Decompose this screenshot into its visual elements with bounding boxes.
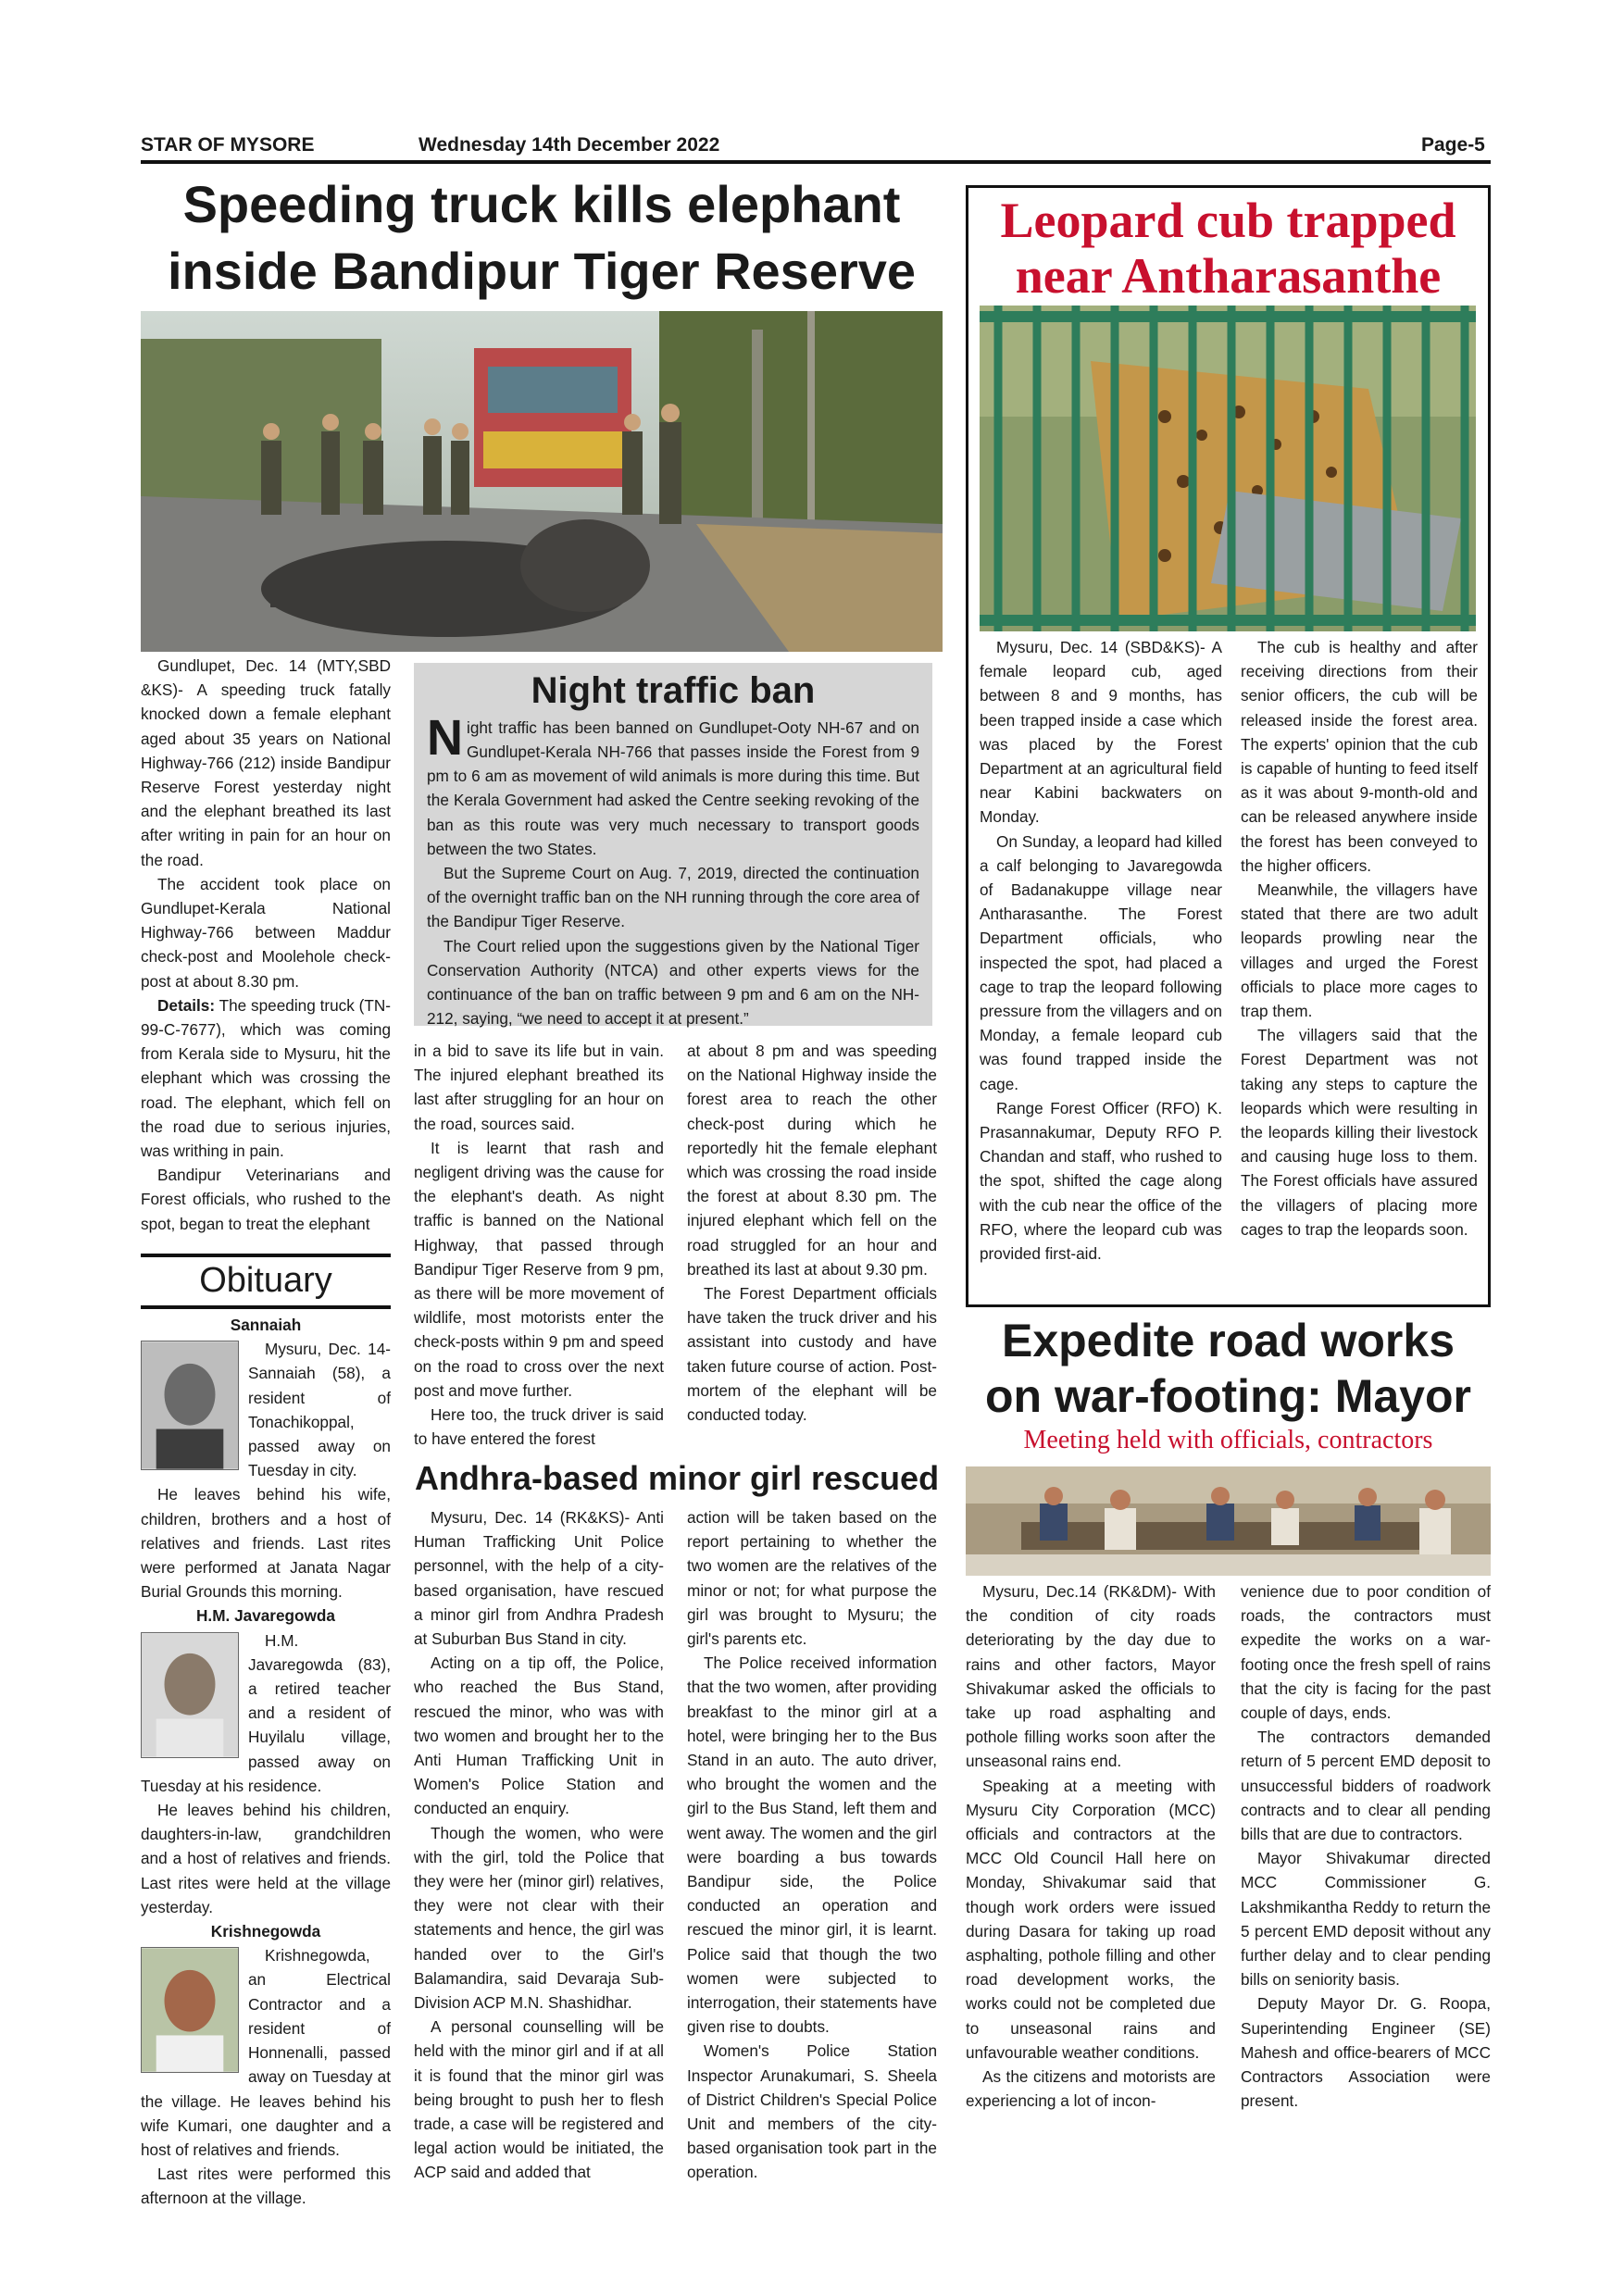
night-traffic-ban-box [414,663,932,1029]
portrait-photo [141,1341,239,1470]
elephant-paragraph: Bandipur Veterinarians and Forest officials, who rushed to the spot, began to treat the elephant [141,1166,391,1233]
leopard-paragraph: The cub is healthy and after receiving directions from their senior officers, the cub will be released inside the forest area. The experts' opinion that the cub is capable of hunting to feed itself as it was about 9-month-old and can be released anywhere inside the forest has been conveyed to the higher officers. [1241,638,1478,875]
obituary-name: Krishnegowda [210,1922,321,1941]
obituary-bottom-rule [141,1305,391,1309]
masthead-rule [141,160,1491,164]
obituary-entry [141,1603,391,1919]
details-text: The speeding truck (TN-99-C-7677), which was coming from Kerala side to Mysuru, hit the elephant which was crossing the road. The elephant, which fell on the road due to serious injuries, was writhing in pain. [141,995,391,1161]
portrait-photo [141,1947,239,2073]
andhra-paragraph: action will be taken based on the report pertaining to whether the two women are the relatives of the minor or not; for what purpose the girl was brought to Mysuru; the girl's parents etc. [687,1508,937,1649]
elephant-column-3 [687,1039,937,1427]
andhra-paragraph: Though the women, who were with the girl, told the Police that they were her (minor girl) relatives, they were not clear with their statements and hence, the girl was handed over to the Girl's Balamandira, said Devaraja Sub-Division ACP M.N. Shashidhar. [414,1823,664,2013]
portrait-photo [141,1632,239,1758]
roadworks-paragraph: As the citizens and motorists are experiencing a lot of incon- [966,2067,1216,2111]
elephant-photo [141,311,943,652]
obituary-list [141,1313,391,2211]
andhra-paragraph: Mysuru, Dec. 14 (RK&KS)- Anti Human Trafficking Unit Police personnel, with the help of a city-based organisation, have rescued a minor girl from Andhra Pradesh at Suburban Bus Stand in city. [414,1508,664,1649]
leopard-paragraph: Mysuru, Dec. 14 (SBD&KS)- A female leopard cub, aged between 8 and 9 months, has been trapped inside a case which was placed by the Forest Department at an agricultural field near Kabini backwaters on Monday. [980,638,1222,827]
leopard-paragraph: On Sunday, a leopard had killed a calf belonging to Javaregowda of Badanakuppe village near Antharasanthe. The Forest Department officials, who inspected the spot, had placed a cage to trap the leopard following pressure from the villagers and on Monday, a female leopard cub was found trapped inside the cage. [980,831,1222,1093]
leopard-cage-photo [980,306,1476,631]
elephant-column-2 [414,1039,664,1451]
andhra-column-2 [687,1505,937,2185]
roadworks-paragraph: The contractors demanded return of 5 percent EMD deposit to unsuccessful bidders of roadwork contracts and to clear all pending bills that are due to contractors. [1241,1728,1491,1844]
obituary-name: Sannaiah [230,1316,302,1334]
leopard-headline-1: Leopard cub trapped [1000,193,1456,248]
obituary-text: He leaves behind his children, daughters-in-law, grandchildren and a host of relatives and friends. Last rites were held at the village yesterday. [141,1801,391,1916]
roadworks-headline-1: Expedite road works [1001,1315,1455,1366]
drop-cap: N [427,709,463,766]
roadworks-paragraph: venience due to poor condition of roads, the contractors must expedite the works on a war-footing once the fresh spell of rains that the city is facing for the past couple of days, ends. [1241,1582,1491,1723]
leopard-paragraph: Meanwhile, the villagers have stated that there are two adult leopards prowling near the villages and urged the Forest officials to place more cages to trap them. [1241,880,1478,1021]
obituary-text: He leaves behind his wife, children, brothers and a host of relatives and friends. Last rites were performed at Janata Nagar Burial Grounds this morning. [141,1485,391,1602]
elephant-headline-2: inside Bandipur Tiger Reserve [167,242,917,300]
night-ban-paragraph: But the Supreme Court on Aug. 7, 2019, directed the continuation of the overnight traffic ban on the NH running through the core area of the Bandipur Tiger Reserve. [427,864,919,931]
leopard-column-2 [1241,635,1478,1242]
andhra-headline: Andhra-based minor girl rescued [414,1459,940,1497]
roadworks-paragraph: Mayor Shivakumar directed MCC Commissioner G. Lakshmikantha Reddy to return the 5 percent EMD deposit without any further delay and to clear pending bills on seniority basis. [1241,1849,1491,1990]
andhra-paragraph: A personal counselling will be held with the minor girl and if at all it is found that the minor girl was being brought to push her to flesh trade, a case will be registered and legal action would be initiated, the ACP said and added that [414,2017,664,2182]
leopard-column-1 [980,635,1222,1266]
obituary-text: Krishnegowda, an Electrical Contractor and a resident of Honnenalli, passed away on Tuesday at the village. He leaves behind his wife Kumari, one daughter and a host of relatives and friends. [141,1946,391,2159]
details-label: Details: [157,995,216,1015]
obituary-text: Mysuru, Dec. 14- Sannaiah (58), a resident of Tonachikoppal, passed away on Tuesday in city. [248,1340,391,1480]
elephant-paragraph: Here too, the truck driver is said to have entered the forest [414,1405,664,1449]
meeting-photo [966,1466,1491,1576]
elephant-paragraph: in a bid to save its life but in vain. The injured elephant breathed its last after struggling for an hour on the road, sources said. [414,1042,664,1133]
paper-name: STAR OF MYSORE [141,134,315,156]
elephant-column-1 [141,654,391,1236]
elephant-paragraph: at about 8 pm and was speeding on the National Highway inside the forest area to reach the other check-post during which he reportedly hit the female elephant which was crossing the road inside the forest at about 8.30 pm. The injured elephant which fell on the road struggled for an hour and breathed its last at about 9.30 pm. [687,1042,937,1279]
obituary-name: H.M. Javaregowda [196,1606,335,1626]
andhra-paragraph: The Police received information that the two women, after providing breakfast to the minor girl at a hotel, were bringing her to the Bus Stand in an auto. The auto driver, who brought the women and the girl to the Bus Stand, left them and went away. The women and the girl were boarding a bus towards Bandipur side, the Police conducted an operation and rescued the minor girl, it is learnt. Police said that though the two women were subjected to interrogation, their statements have given rise to doubts. [687,1653,937,2037]
roadworks-paragraph: Speaking at a meeting with Mysuru City Corporation (MCC) officials and contractors at the MCC Old Council Hall here on Monday, Shivakumar said that though work orders were issued during Dasara for taking up road asphalting, pothole filling and other road development works, the works could not be completed due to unseasonal rains and unfavourable weather conditions. [966,1776,1216,2062]
night-ban-paragraph [427,709,919,861]
issue-date: Wednesday 14th December 2022 [418,134,720,156]
elephant-paragraph: The Forest Department officials have taken the truck driver and his assistant into custody and have taken future course of action. Post-mortem of the elephant will be conducted today. [687,1284,937,1425]
roadworks-column-1 [966,1579,1216,2113]
leopard-headline-2: near Antharasanthe [1015,248,1442,304]
obituary-text: Last rites were performed this afternoon at the village. [141,2165,391,2208]
obituary-entry [141,1313,391,1603]
andhra-paragraph: Acting on a tip off, the Police, who reached the Bus Stand, rescued the minor, who was with two women and brought her to the Anti Human Trafficking Unit in Women's Police Station and conducted an enquiry. [414,1653,664,1818]
night-ban-text: ight traffic has been banned on Gundlupet-Ooty NH-67 and on Gundlupet-Kerala NH-766 that passes inside the Forest from 9 pm to 6 am as movement of wild animals is more during this time. But the Kerala Government had asked the Centre seeking revoking of the ban as this route was very much necessary to transport goods between the two States. [427,718,919,858]
elephant-paragraph [141,993,391,1163]
elephant-headline-1: Speeding truck kills elephant [182,175,901,233]
roadworks-column-2 [1241,1579,1491,2113]
roadworks-subhead: Meeting held with officials, contractors [1023,1426,1433,1454]
elephant-paragraph: The accident took place on Gundlupet-Kerala National Highway-766 between Maddur check-post and Moolehole check-post at about 8.30 pm. [141,874,391,991]
leopard-paragraph: The villagers said that the Forest Department was not taking any steps to capture the leopards which were resulting in the leopards killing their livestock and causing huge loss to them. The Forest officials have assured the villagers of placing more cages to trap the leopards soon. [1241,1026,1478,1239]
night-ban-paragraph: The Court relied upon the suggestions given by the National Tiger Conservation Authority (NTCA) and other experts views for the continuance of the ban on traffic between 9 pm and 6 am on the NH-212, saying, “we need to accept it at present.” [427,936,919,1029]
roadworks-headline-2: on war-footing: Mayor [985,1370,1471,1422]
leopard-paragraph: Range Forest Officer (RFO) K. Prasannakumar, Deputy RFO P. Chandan and staff, who rushed to the spot, shifted the cage along with the cub near the office of the RFO, where the leopard cub was provided first-aid. [980,1098,1222,1264]
page-number: Page-5 [1421,134,1485,156]
andhra-column-1 [414,1505,664,2185]
obituary-title: Obituary [199,1261,332,1300]
obituary-entry [141,1919,391,2210]
roadworks-paragraph: Mysuru, Dec.14 (RK&DM)- With the condition of city roads deteriorating by the day due to rains and other factors, Mayor Shivakumar asked the officials to take up road asphalting and pothole filling works soon after the unseasonal rains end. [966,1582,1216,1771]
obituary-text: H.M. Javaregowda (83), a retired teacher and a resident of Huyilalu village, passed away on Tuesday at his residence. [141,1630,391,1795]
obituary-top-rule [141,1254,391,1257]
night-ban-title: Night traffic ban [531,670,816,711]
elephant-paragraph: It is learnt that rash and negligent driving was the cause for the elephant's death. As night traffic is banned on the National Highway, that passed through Bandipur Tiger Reserve from 9 pm, as there will be more movement of wildlife, most motorists enter the check-posts within 9 pm and speed on the road to cross over the next post and move further. [414,1138,664,1400]
elephant-paragraph: Gundlupet, Dec. 14 (MTY,SBD &KS)- A speeding truck fatally knocked down a female elephant aged about 35 years on National Highway-766 (212) inside Bandipur Reserve Forest yesterday night and the elephant breathed its last after writing in pain for an hour on the road. [141,656,391,869]
roadworks-paragraph: Deputy Mayor Dr. G. Roopa, Superintending Engineer (SE) Mahesh and office-bearers of MCC Contractors Association were present. [1241,1994,1491,2111]
andhra-paragraph: Women's Police Station Inspector Arunakumari, S. Sheela of District Children's Special Police Unit and members of the city-based organisation took part in the operation. [687,2041,937,2182]
